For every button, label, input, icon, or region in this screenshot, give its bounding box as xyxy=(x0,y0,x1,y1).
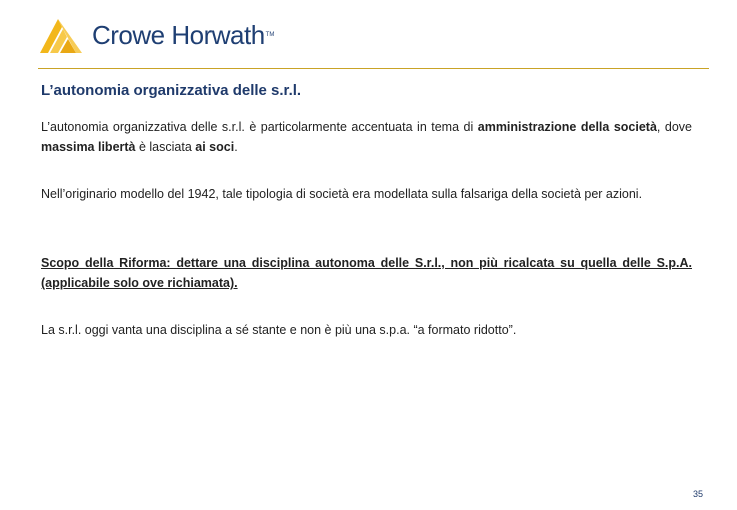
p1-text-g: . xyxy=(234,140,238,154)
p1-emphasis-freedom: massima libertà xyxy=(41,140,136,154)
paragraph-current-status: La s.r.l. oggi vanta una disciplina a sé stante e non è più una s.p.a. “a formato ridotto”. xyxy=(41,323,517,337)
paragraph-history: Nell’originario modello del 1942, tale tipologia di società era modellata sulla falsariga della società per azioni. xyxy=(41,187,643,201)
p1-text-c: , dove xyxy=(656,120,692,134)
p1-emphasis-administration: amministrazione della società xyxy=(477,120,657,134)
paragraph-governance xyxy=(41,117,692,157)
slide-title: L’autonomia organizzativa delle s.r.l. xyxy=(41,82,302,99)
brand-name: Crowe Horwath xyxy=(92,20,265,50)
crowe-horwath-logo-icon xyxy=(38,15,82,55)
p1-text-a: L’autonomia organizzativa delle s.r.l. è particolarmente accentuata in tema di xyxy=(41,120,478,134)
paragraph-reform-purpose: Scopo della Riforma: dettare una disciplina autonoma delle S.r.l., non più ricalcata su quella delle S.p.A. (applicabile solo ove richiamata). xyxy=(41,256,692,290)
p1-text-e: è lasciata xyxy=(135,140,196,154)
brand-logo xyxy=(38,14,274,56)
header-divider xyxy=(38,68,709,69)
page-number: 35 xyxy=(692,489,703,499)
p1-emphasis-members: ai soci xyxy=(195,140,235,154)
brand-trademark: TM xyxy=(265,32,275,38)
